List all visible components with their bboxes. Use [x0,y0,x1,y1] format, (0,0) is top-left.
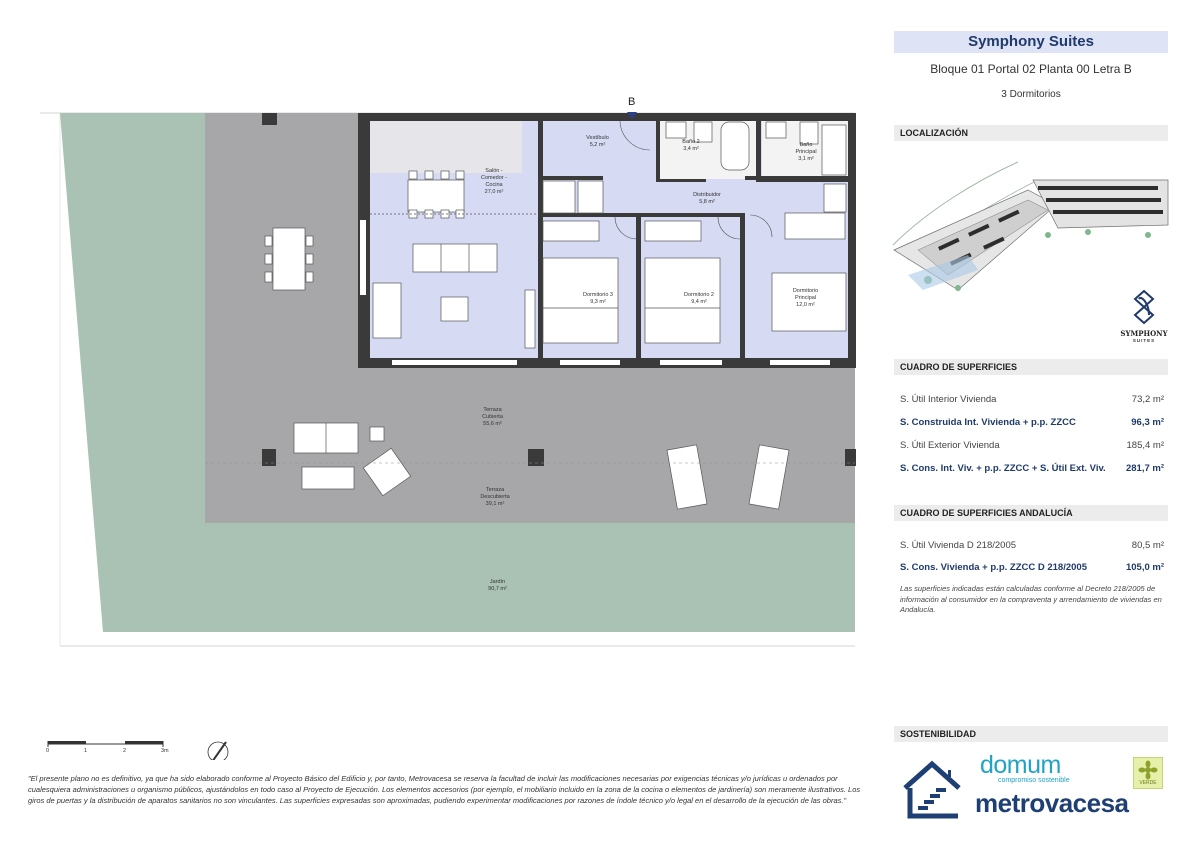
surface-label: S. Útil Interior Vivienda [900,394,997,405]
surface-label: S. Útil Exterior Vivienda [900,440,1000,451]
surface-value: 96,3 m² [1131,417,1164,428]
room-label-distribuidor: Distribuidor 5,8 m² [693,192,721,205]
room-label-jardin: Jardín 90,7 m² [488,579,507,592]
house-staircase-icon [902,758,964,820]
scale-bar [48,741,163,747]
room-label-dormitorio-principal: Dormitorio Principal 12,0 m² [792,288,819,308]
symphony-emblem-icon [1133,290,1155,324]
unit-title: Bloque 01 Portal 02 Planta 00 Letra B [930,62,1132,76]
entry-marker: B [628,96,636,108]
surface-row [900,394,1164,405]
section-surfaces-andalucia: CUADRO DE SUPERFICIES ANDALUCÍA [894,505,1168,521]
surface-label: S. Construida Int. Vivienda + p.p. ZZCC [900,417,1076,428]
verde-label: VERDE [1139,780,1157,786]
disclaimer-text: "El presente plano no es definitivo, ya que ha sido elaborado conforme al Proyecto Básico del Edificio y, por tanto, Metrovacesa se reserva la facultad de incluir las modificaciones necesarias por exigencias técnicas y/o jurídicas u ordenados por cualesquiera administraciones u organismo públicos, ajustándolos en todo caso al Proyecto de Ejecución. Los elementos accesorios (por ejemplo, el mobiliario incluido en la zona de la cocina o elementos de jardinería) son meramente ilustrativos. Los giros de puertas y la distribución de aparatos sanitarios no son vinculantes. Las superficies expresadas son aproximadas, pudiendo experimentar modificaciones por razones de índole técnico y/o legal en el desarrollo de la ejecución de las obras." [28,774,861,805]
room-label-terraza-cubierta: Terraza Cubierta 55,6 m² [482,407,503,427]
surface-value: 185,4 m² [1126,440,1164,451]
symphony-logo [1116,290,1172,343]
bedrooms-count: 3 Dormitorios [1001,89,1061,100]
surface-label: S. Cons. Int. Viv. + p.p. ZZCC + S. Útil Ext. Viv. [900,463,1106,474]
surface-row [900,417,1164,428]
surface-value: 73,2 m² [1131,394,1164,405]
symphony-logo-text: SYMPHONY [1120,329,1168,338]
scale-label-3m: 3m [161,748,169,754]
surface-row [900,463,1164,474]
domum-logo: domum [980,751,1061,779]
room-label-vestibulo: Vestíbulo 5,2 m² [586,135,609,148]
section-location: LOCALIZACIÓN [894,125,1168,141]
scale-label-1: 1 [84,748,88,754]
surface-value: 105,0 m² [1125,562,1164,573]
room-label-bano2: Baño 2 3,4 m² [682,139,700,152]
leaf-icon [1138,760,1158,780]
scale-label-0: 0 [46,748,50,754]
symphony-logo-sub: SUITES [1132,338,1156,343]
section-surfaces: CUADRO DE SUPERFICIES [894,359,1168,375]
surface-row [900,540,1164,551]
compass-icon [208,742,228,760]
surface-row [900,562,1164,573]
metrovacesa-logo: metrovacesa [975,788,1129,818]
room-label-dormitorio3: Dormitorio 3 9,3 m² [583,292,613,305]
brand-title: Symphony Suites [894,31,1168,53]
scale-label-2: 2 [123,748,127,754]
location-map [888,150,1170,300]
verde-badge [1133,757,1163,789]
surface-value: 281,7 m² [1125,463,1164,474]
room-label-terraza-descubierta: Terraza Descubierta 39,1 m² [480,487,510,507]
surface-label: S. Cons. Vivienda + p.p. ZZCC D 218/2005 [900,562,1087,573]
room-label-salon: Salón - Comedor - Cocina 27,0 m² [481,168,507,195]
surface-value: 80,5 m² [1131,540,1164,551]
surface-row [900,440,1164,451]
room-label-dormitorio2: Dormitorio 2 9,4 m² [684,292,714,305]
surface-label: S. Útil Vivienda D 218/2005 [900,540,1017,551]
andalucia-note: Las superficies indicadas están calculadas conforme al Decreto 218/2005 de información al consumidor en la compraventa y arrendamiento de viviendas en Andalucía. [900,584,1162,614]
section-sustainability: SOSTENIBILIDAD [894,726,1168,742]
domum-subtitle: compromiso sostenible [998,777,1070,784]
room-label-bano-principal: Baño Principal 3,1 m² [795,142,817,162]
